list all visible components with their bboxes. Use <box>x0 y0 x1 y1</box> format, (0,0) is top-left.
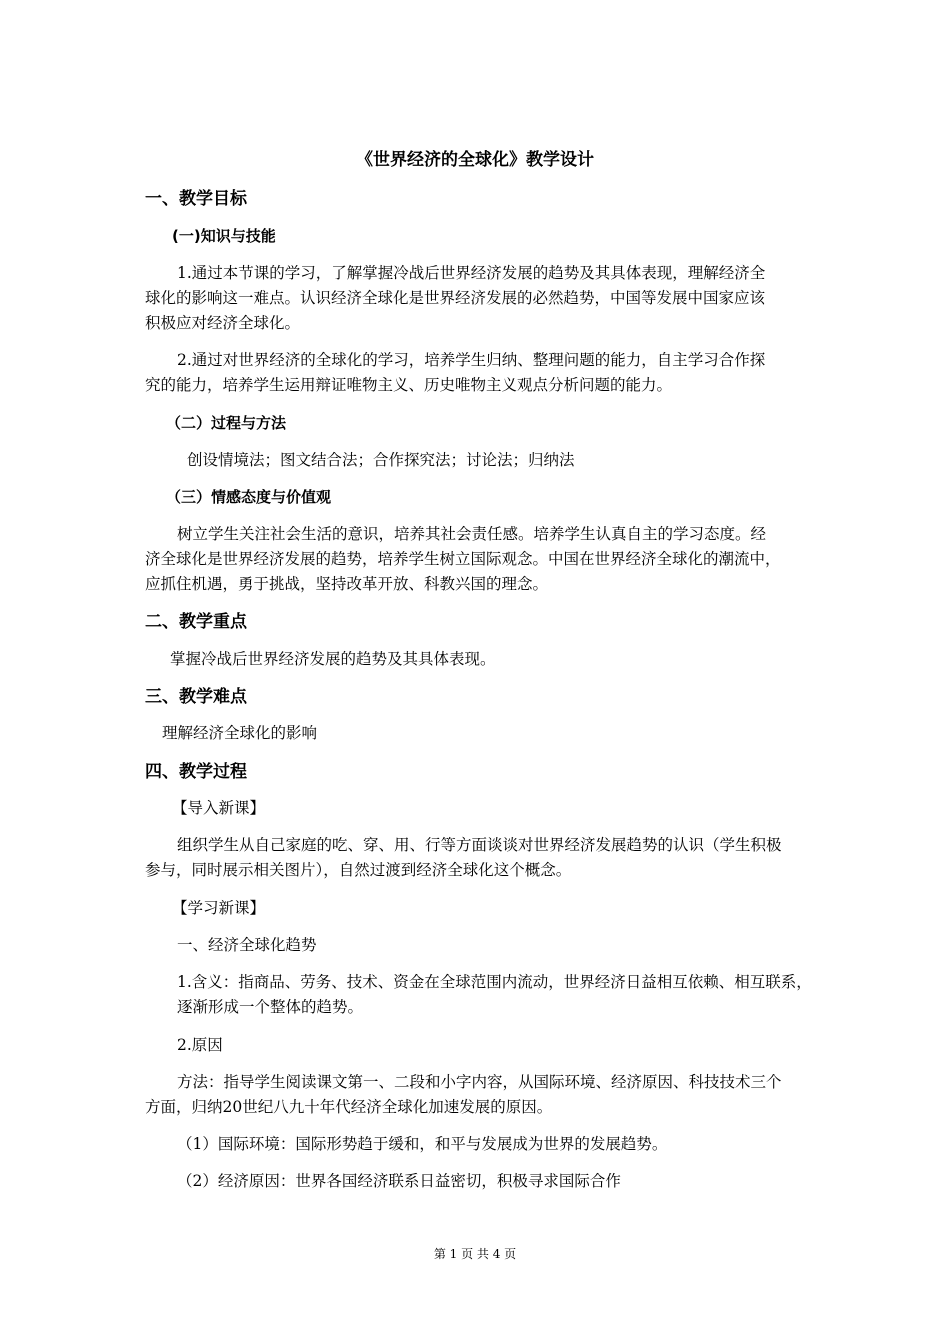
paragraph-line: 球化的影响这一难点。认识经济全球化是世界经济发展的必然趋势，中国等发展中国家应该 <box>145 289 766 307</box>
list-item: （2）经济原因：世界各国经济联系日益密切，积极寻求国际合作 <box>177 1172 621 1190</box>
label-intro: 【导入新课】 <box>172 799 266 817</box>
label-new-lesson: 【学习新课】 <box>172 899 266 917</box>
paragraph-line: 创设情境法；图文结合法；合作探究法；讨论法；归纳法 <box>187 451 575 469</box>
paragraph-line: 究的能力，培养学生运用辩证唯物主义、历史唯物主义观点分析问题的能力。 <box>145 376 673 394</box>
paragraph-line: 1.通过本节课的学习，了解掌握冷战后世界经济发展的趋势及其具体表现，理解经济全 <box>177 264 766 282</box>
paragraph-line: 济全球化是世界经济发展的趋势，培养学生树立国际观念。中国在世界经济全球化的潮流中， <box>145 550 781 568</box>
paragraph-line: 方面，归纳20世纪八九十年代经济全球化加速发展的原因。 <box>145 1098 553 1116</box>
paragraph-line: 应抓住机遇，勇于挑战，坚持改革开放、科教兴国的理念。 <box>145 575 549 593</box>
paragraph-line: 逐渐形成一个整体的趋势。 <box>177 998 364 1016</box>
paragraph-line: 2.通过对世界经济的全球化的学习，培养学生归纳、整理问题的能力，自主学习合作探 <box>177 351 766 369</box>
paragraph-line: 积极应对经济全球化。 <box>145 314 301 332</box>
section-heading-process: 四、教学过程 <box>145 762 247 782</box>
paragraph-line: 组织学生从自己家庭的吃、穿、用、行等方面谈谈对世界经济发展趋势的认识（学生积极 <box>177 836 782 854</box>
paragraph-line: 树立学生关注社会生活的意识，培养其社会责任感。培养学生认真自主的学习态度。经 <box>177 525 767 543</box>
paragraph-line: 1.含义：指商品、劳务、技术、资金在全球范围内流动，世界经济日益相互依赖、相互联系， <box>177 973 812 991</box>
document-title: 《世界经济的全球化》教学设计 <box>356 150 594 170</box>
list-item: 2.原因 <box>177 1036 223 1054</box>
subheading-knowledge-skills: (一)知识与技能 <box>172 227 276 245</box>
paragraph-line: 方法：指导学生阅读课文第一、二段和小字内容，从国际环境、经济原因、科技技术三个 <box>177 1073 782 1091</box>
paragraph-line: 参与，同时展示相关图片），自然过渡到经济全球化这个概念。 <box>145 861 572 879</box>
paragraph-line: 理解经济全球化的影响 <box>162 724 318 742</box>
subheading-attitudes-values: （三）情感态度与价值观 <box>166 488 332 506</box>
section-heading-objectives: 一、教学目标 <box>145 189 247 209</box>
page-footer: 第 1 页 共 4 页 <box>433 1247 517 1261</box>
subheading-process-methods: （二）过程与方法 <box>166 414 287 432</box>
section-heading-difficulties: 三、教学难点 <box>145 687 247 707</box>
list-item: 一、经济全球化趋势 <box>177 936 317 954</box>
paragraph-line: 掌握冷战后世界经济发展的趋势及其具体表现。 <box>170 650 496 668</box>
list-item: （1）国际环境：国际形势趋于缓和，和平与发展成为世界的发展趋势。 <box>177 1135 668 1153</box>
section-heading-key-points: 二、教学重点 <box>145 612 247 632</box>
